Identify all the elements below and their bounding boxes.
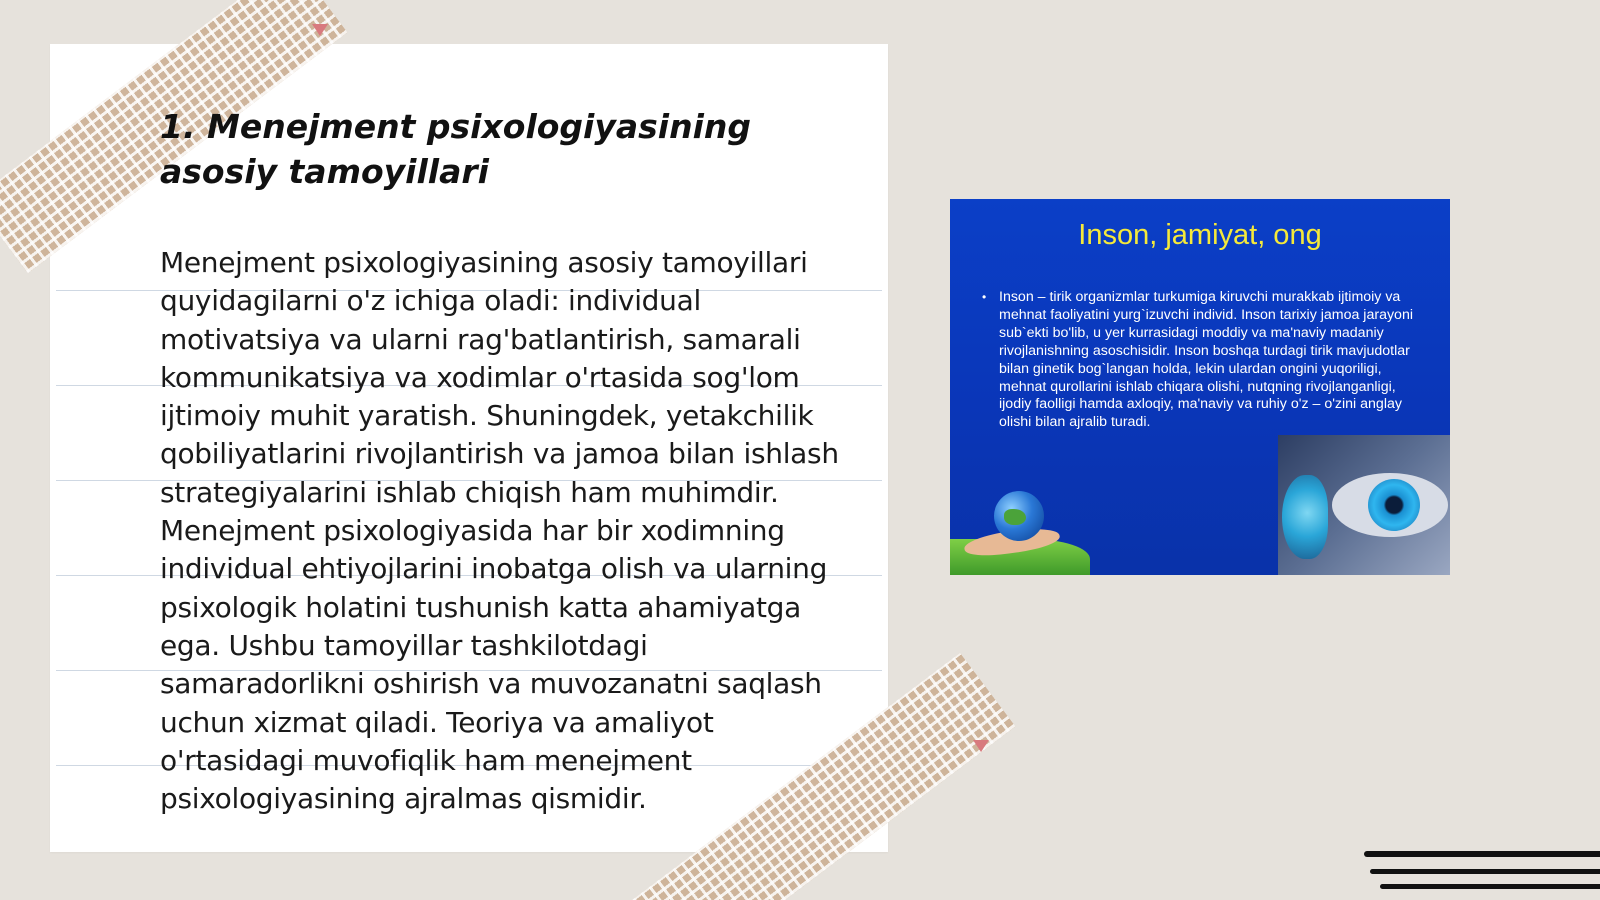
globe-in-hand-image bbox=[950, 475, 1090, 575]
slide-body-text: Menejment psixologiyasining asosiy tamoyillari quyidagilarni o'z ichiga oladi: individual motivatsiya va ularni rag'batlantirish, samarali kommunikatsiya va xodimlar o'rtasida sog'lom ijtimoiy muhit yaratish. Shuningdek, yetakchilik qobiliyatlarini rivojlantirish va jamoa bilan ishlash strategiyalarini ishlab chiqish ham muhimdir. Menejment psixologiyasida har bir xodimning individual ehtiyojlarini inobatga olish va ularning psixologik holatini tushunish katta ahamiyatga ega. Ushbu tamoyillar tashkilotdagi samaradorlikni oshirish va muvozanatni saqlash uchun xizmat qiladi. Teoriya va amaliyot o'rtasidagi muvofiqlik ham menejment psixologiyasining ajralmas qismidir. bbox=[160, 246, 839, 816]
globe-land-shape bbox=[1004, 509, 1026, 525]
tape-pin-icon bbox=[312, 24, 328, 36]
embedded-slide-image bbox=[950, 199, 1450, 575]
slide-title: 1. Menejment psixologiyasining asosiy tamoyillari bbox=[160, 107, 752, 191]
embedded-slide-text: Inson – tirik organizmlar turkumiga kiruvchi murakkab ijtimoiy va mehnat faoliyatini yurg`izuvchi individ. Inson tarixiy jamoa jarayoni sub`ekti bo'lib, u yer kurrasidagi moddiy va ma'naviy madaniy rivojlanishning asoschisidir. Inson boshqa turdagi tirik mavjudotlar bilan ginetik bog`langan holda, lekin ulardan ongini yuqoriligi, mehnat qurollarini ishlab chiqara olishi, nutqning rivojlanganligi, ijodiy faolligi hamda axloqiy, ma'naviy va ruhiy o'z – o'zini anglay olishi bilan ajralib turadi. bbox=[999, 289, 1413, 431]
brush-stroke-decoration bbox=[1380, 884, 1600, 889]
brush-stroke-decoration bbox=[1370, 869, 1600, 874]
eye-icon bbox=[1368, 479, 1420, 531]
eye-and-ear-image bbox=[1278, 435, 1450, 575]
tape-pin-icon bbox=[973, 740, 989, 752]
bullet-icon: • bbox=[982, 290, 987, 304]
embedded-slide-title: Inson, jamiyat, ong bbox=[1078, 219, 1322, 251]
ear-icon bbox=[1282, 475, 1328, 559]
brush-stroke-decoration bbox=[1364, 851, 1600, 857]
